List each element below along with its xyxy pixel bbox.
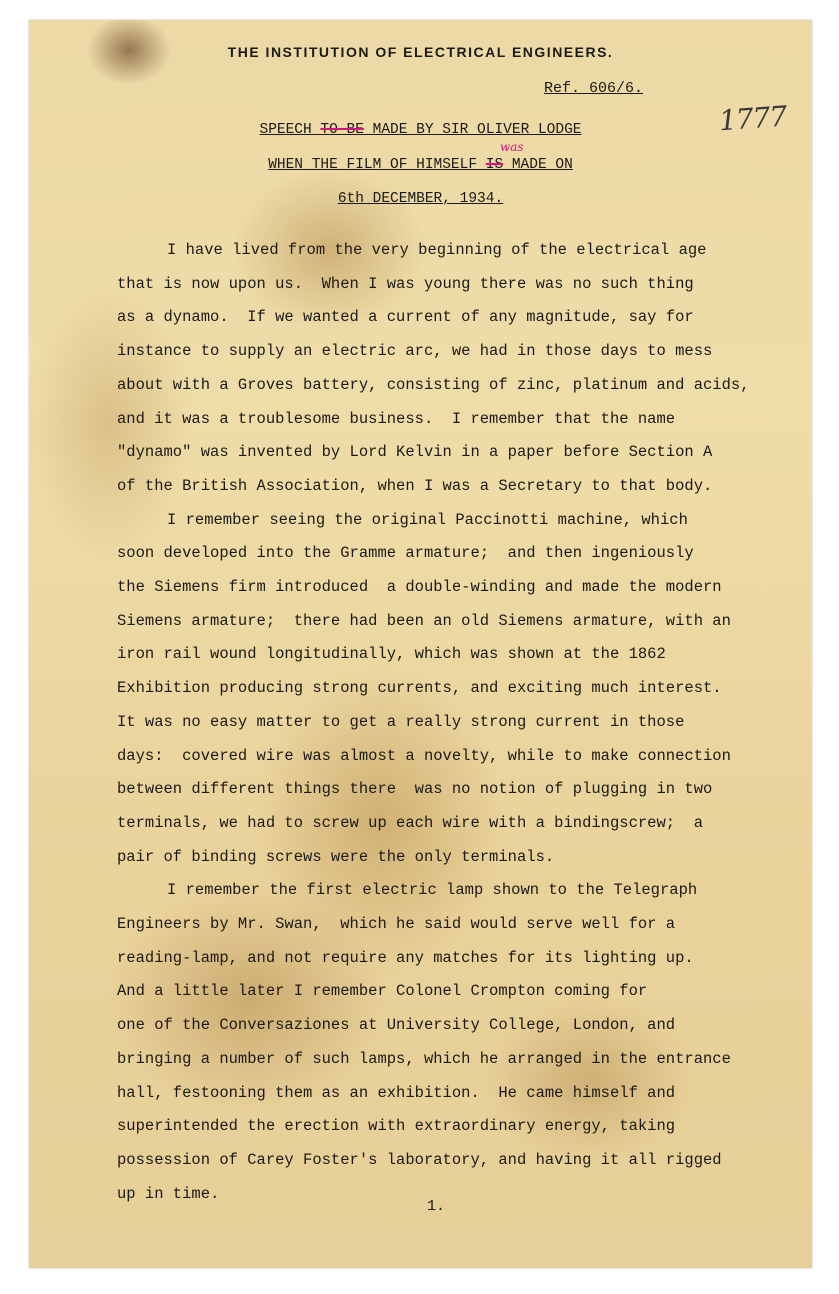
body-line: up in time. — [117, 1184, 220, 1203]
body-line: reading-lamp, and not require any matches for its lighting up. — [117, 948, 694, 967]
body-line: soon developed into the Gramme armature; and then ingeniously — [117, 544, 694, 563]
body-line: bringing a number of such lamps, which he arranged in the entrance — [117, 1049, 731, 1068]
title-line-1-start: SPEECH — [259, 122, 321, 138]
body-line: hall, festooning them as an exhibition. He came himself and — [117, 1083, 676, 1102]
body-line: between different things there was no notion of plugging in two — [117, 780, 713, 799]
body-line: I remember seeing the original Paccinotti machine, which — [167, 510, 688, 529]
title-line-2-end: MADE ON — [503, 157, 573, 173]
title-date: 6th DECEMBER, 1934. — [337, 191, 504, 207]
body-line: about with a Groves battery, consisting of zinc, platinum and acids, — [117, 375, 750, 394]
body-line: days: covered wire was almost a novelty, while to make connection — [117, 746, 731, 765]
institution-header: THE INSTITUTION OF ELECTRICAL ENGINEERS. — [227, 44, 614, 60]
body-line: pair of binding screws were the only terminals. — [117, 847, 555, 866]
handwritten-number: 1777 — [717, 99, 788, 138]
body-line: of the British Association, when I was a Secretary to that body. — [117, 476, 713, 495]
body-line: terminals, we had to screw up each wire with a bindingscrew; a — [117, 813, 703, 832]
document-page — [29, 20, 812, 1268]
page-number: 1. — [427, 1198, 446, 1215]
title-line-1 — [29, 122, 812, 138]
body-line: possession of Carey Foster's laboratory, and having it all rigged — [117, 1150, 722, 1169]
title-line-3 — [29, 191, 812, 207]
body-line: Exhibition producing strong currents, and exciting much interest. — [117, 679, 722, 698]
body-line: iron rail wound longitudinally, which was shown at the 1862 — [117, 645, 666, 664]
speech-body — [117, 234, 797, 1211]
body-line: "dynamo" was invented by Lord Kelvin in a paper before Section A — [117, 443, 713, 462]
title-struck-text-2: IS — [485, 157, 504, 173]
body-line: I remember the first electric lamp shown to the Telegraph — [167, 881, 698, 900]
body-line: instance to supply an electric arc, we had in those days to mess — [117, 342, 713, 361]
body-line: the Siemens firm introduced a double-winding and made the modern — [117, 578, 722, 597]
body-line: And a little later I remember Colonel Crompton coming for — [117, 982, 648, 1001]
body-line: Siemens armature; there had been an old Siemens armature, with an — [117, 611, 731, 630]
title-line-2 — [29, 157, 812, 173]
body-line: I have lived from the very beginning of the electrical age — [167, 241, 707, 259]
reference-number: Ref. 606/6. — [544, 80, 644, 97]
handwritten-insertion: was — [500, 140, 524, 154]
title-struck-text-1: TO BE — [320, 122, 364, 138]
body-line: that is now upon us. When I was young there was no such thing — [117, 274, 694, 293]
body-line: one of the Conversaziones at University College, London, and — [117, 1016, 676, 1035]
body-line: It was no easy matter to get a really strong current in those — [117, 712, 685, 731]
body-line: as a dynamo. If we wanted a current of any magnitude, say for — [117, 308, 694, 327]
body-line: Engineers by Mr. Swan, which he said would serve well for a — [117, 915, 676, 934]
title-line-1-end: MADE BY SIR OLIVER LODGE — [363, 122, 582, 138]
title-line-2-start: WHEN THE FILM OF HIMSELF — [268, 157, 486, 173]
body-line: superintended the erection with extraordinary energy, taking — [117, 1117, 676, 1136]
body-line: and it was a troublesome business. I remember that the name — [117, 409, 676, 428]
